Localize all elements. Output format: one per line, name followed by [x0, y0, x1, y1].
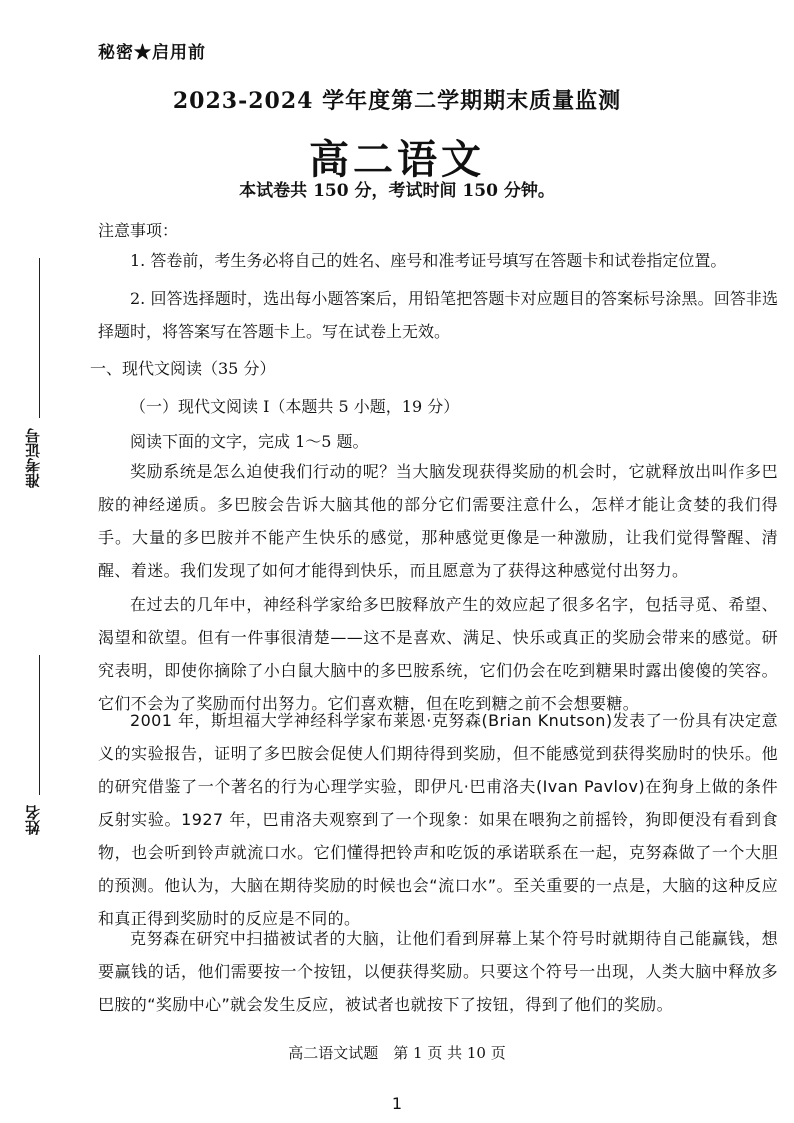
- page-number: 1: [391, 1094, 403, 1113]
- subject-title: 高二语文: [309, 136, 485, 183]
- exam-title: 2023-2024 学年度第二学期期末质量监测: [172, 88, 622, 114]
- passage-paragraph-3: 2001 年，斯坦福大学神经科学家布莱恩·克努森(Brian Knutson)发表了一份具有决定意义的实验报告，证明了多巴胺会促使人们期待得到奖励，但不能感觉到获得奖励时的快乐。他的研究借鉴了一个著名的行为心理学实验，即伊凡·巴甫洛夫(Ivan Pavlov)在狗身上做的条件反射实验。1927 年，巴甫洛夫观察到了一个现象：如果在喂狗之前摇铃，狗即便没有看到食物，也会听到铃声就流口水。它们懂得把铃声和吃饭的承诺联系在一起，克努森做了一个大胆的预测。他认为，大脑在期待奖励的时候也会“流口水”。至关重要的一点是，大脑的这种反应和真正得到奖励时的反应是不同的。: [98, 711, 778, 928]
- passage-paragraph-2: 在过去的几年中，神经科学家给多巴胺释放产生的效应起了很多名字，包括寻觅、希望、渴望和欲望。但有一件事很清楚——这不是喜欢、满足、快乐或真正的奖励会带来的感觉。研究表明，即使你摘除了小白鼠大脑中的多巴胺系统，它们仍会在吃到糖果时露出傻傻的笑容。它们不会为了奖励而付出努力。它们喜欢糖，但在吃到糖之前不会想要糖。: [98, 595, 778, 713]
- name-label: 姓名: [24, 805, 42, 835]
- notice-item-1: 1. 答卷前，考生务必将自己的姓名、座号和准考证号填写在答题卡和试卷指定位置。: [130, 251, 727, 270]
- page-footer: 高二语文试题 第 1 页 共 10 页: [288, 1044, 506, 1062]
- notice-heading: 注意事项：: [98, 221, 179, 240]
- exam-id-line: [39, 258, 40, 418]
- subsection-title: （一）现代文阅读 Ⅰ（本题共 5 小题，19 分）: [130, 397, 460, 416]
- exam-id-field: [22, 258, 62, 508]
- passage-paragraph-1: 奖励系统是怎么迫使我们行动的呢？当大脑发现获得奖励的机会时，它就释放出叫作多巴胺的神经递质。多巴胺会告诉大脑其他的部分它们需要注意什么，怎样才能让贪婪的我们得手。大量的多巴胺并不能产生快乐的感觉，那种感觉更像是一种激励，让我们觉得警醒、清醒、着迷。我们发现了如何才能得到快乐，而且愿意为了获得这种感觉付出努力。: [98, 462, 778, 580]
- passage-paragraph-4: 克努森在研究中扫描被试者的大脑，让他们看到屏幕上某个符号时就期待自己能赢钱，想要赢钱的话，他们需要按一个按钮，以便获得奖励。只要这个符号一出现，人类大脑中释放多巴胺的“奖励中心”就会发生反应，被试者也就按下了按钮，得到了他们的奖励。: [98, 929, 778, 1014]
- notice-item-2: 2. 回答选择题时，选出每小题答案后，用铅笔把答题卡对应题目的答案标号涂黑。回答非选择题时，将答案写在答题卡上。写在试卷上无效。: [98, 289, 778, 341]
- reading-instruction: 阅读下面的文字，完成 1～5 题。: [130, 432, 369, 451]
- section-title: 一、现代文阅读（35 分）: [90, 359, 276, 378]
- exam-info: 本试卷共 150 分，考试时间 150 分钟。: [239, 181, 555, 201]
- exam-id-label: 准考证号: [24, 428, 42, 488]
- name-line: [39, 655, 40, 795]
- name-field: [22, 655, 62, 855]
- secret-mark: 秘密★启用前: [98, 43, 206, 63]
